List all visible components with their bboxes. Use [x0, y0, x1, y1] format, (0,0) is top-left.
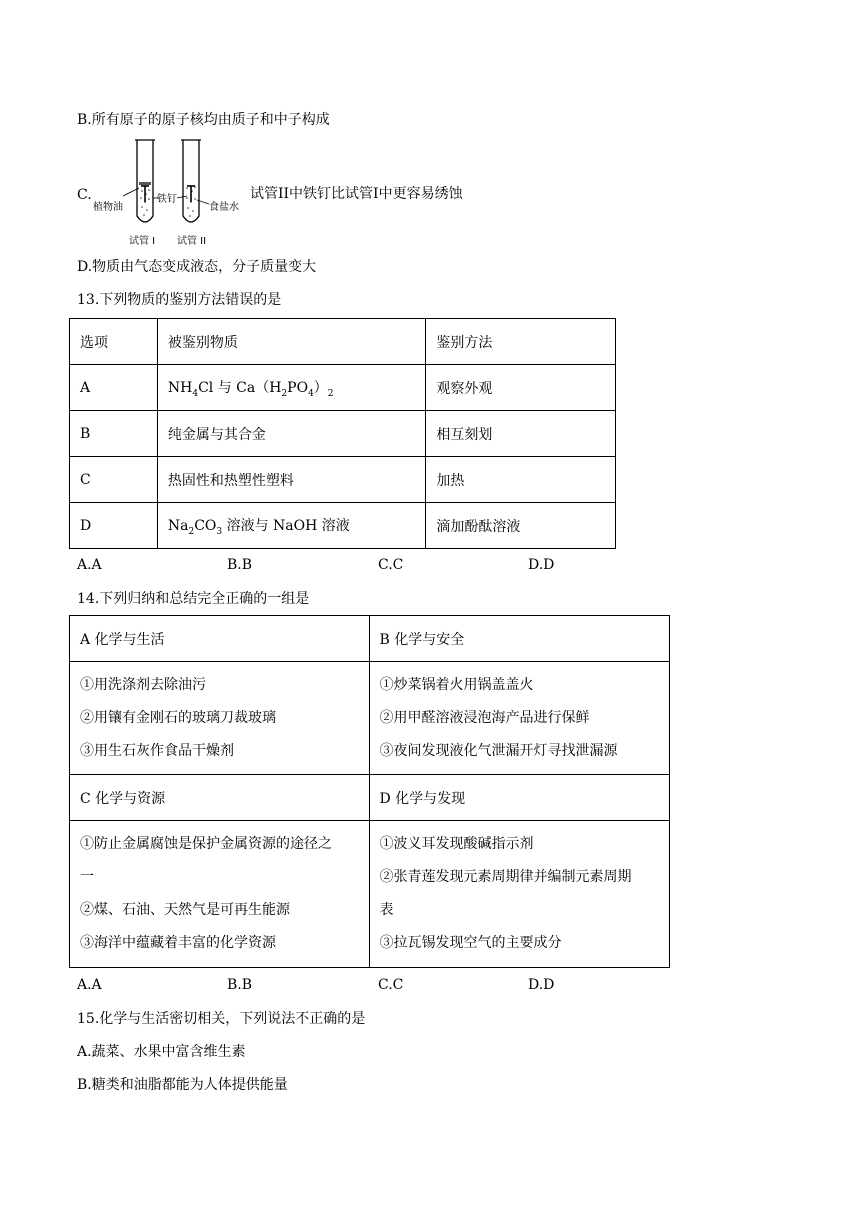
label-vegetable-oil: 植物油	[93, 202, 123, 213]
q12-option-b: B.所有原子的原子核均由质子和中子构成	[77, 112, 330, 128]
table-row	[70, 457, 616, 503]
q15-option-b: B.糖类和油脂都能为人体提供能量	[77, 1077, 288, 1093]
table-row	[70, 365, 616, 411]
cell-line: ②用甲醛溶液浸泡海产品进行保鲜	[379, 709, 590, 726]
q14-choice-b[interactable]: B.B	[227, 977, 253, 993]
cell-line: ②用镶有金刚石的玻璃刀裁玻璃	[80, 709, 276, 726]
row-option: B	[70, 411, 158, 457]
q13-stem: 13.下列物质的鉴别方法错误的是	[77, 292, 282, 308]
cell-line: ①波义耳发现酸碱指示剂	[379, 836, 534, 852]
cell-title-c: C 化学与资源	[70, 775, 370, 821]
q14-stem: 14.下列归纳和总结完全正确的一组是	[77, 591, 310, 607]
table-row	[70, 503, 616, 549]
cell-line: ②煤、石油、天然气是可再生能源	[80, 902, 290, 918]
cell-title-a: A 化学与生活	[70, 616, 370, 662]
q14-table	[69, 615, 670, 968]
row-method: 相互刻划	[426, 411, 616, 457]
q12-option-c-prefix: C.	[77, 187, 92, 203]
table-header-row	[70, 319, 616, 365]
row-method: 滴加酚酞溶液	[426, 503, 616, 549]
cell-line: ③拉瓦锡发现空气的主要成分	[379, 935, 562, 951]
row-substance: $NH_4Cl$ 与 $Ca(H_2PO_4)_2$	[157, 365, 426, 411]
cell-title-d: D 化学与发现	[369, 775, 670, 821]
label-salt-water: 食盐水	[209, 202, 239, 213]
q14-choice-c[interactable]: C.C	[378, 977, 404, 993]
q13-table	[69, 318, 616, 549]
label-tube-2: 试管 II	[177, 236, 207, 247]
table-row	[70, 662, 670, 775]
label-iron-nail: 铁钉	[157, 194, 177, 205]
table-row	[70, 775, 670, 821]
q12-option-c-text: 试管II中铁钉比试管I中更容易绣蚀	[250, 186, 463, 202]
cell-title-b: B 化学与安全	[369, 616, 670, 662]
cell-line: 表	[379, 902, 394, 918]
cell-line: ①炒菜锅着火用锅盖盖火	[379, 676, 534, 693]
cell-body-c	[70, 821, 370, 968]
q13-choice-a[interactable]: A.A	[77, 557, 102, 573]
row-method: 加热	[426, 457, 616, 503]
row-substance: $Na_2CO_3$ 溶液与 NaOH 溶液	[157, 503, 426, 549]
row-substance: 纯金属与其合金	[157, 411, 426, 457]
cell-line: ①防止金属腐蚀是保护金属资源的途径之	[80, 836, 332, 852]
label-tube-1: 试管 I	[129, 236, 156, 247]
q13-choice-c[interactable]: C.C	[378, 557, 404, 573]
test-tube-figure	[93, 136, 253, 252]
row-substance: 热固性和热塑性塑料	[157, 457, 426, 503]
row-option: D	[70, 503, 158, 549]
table-row	[70, 821, 670, 968]
q13-choice-b[interactable]: B.B	[227, 557, 253, 573]
q12-option-d: D.物质由气态变成液态，分子质量变大	[77, 259, 317, 275]
q14-choice-a[interactable]: A.A	[77, 977, 102, 993]
table-row	[70, 616, 670, 662]
row-option: A	[70, 365, 158, 411]
cell-body-d	[369, 821, 670, 968]
table-row	[70, 411, 616, 457]
cell-line: ③用生石灰作食品干燥剂	[80, 742, 234, 759]
cell-body-a	[70, 662, 370, 775]
cell-line: ③夜间发现液化气泄漏开灯寻找泄漏源	[379, 742, 618, 759]
cell-line: ②张青莲发现元素周期律并编制元素周期	[379, 869, 632, 885]
header-substance: 被鉴别物质	[157, 319, 426, 365]
header-option: 选项	[70, 319, 158, 365]
cell-body-b	[369, 662, 670, 775]
row-option: C	[70, 457, 158, 503]
q15-stem: 15.化学与生活密切相关，下列说法不正确的是	[77, 1011, 366, 1027]
cell-line: ③海洋中蕴藏着丰富的化学资源	[80, 935, 276, 951]
header-method: 鉴别方法	[426, 319, 616, 365]
cell-line: 一	[80, 869, 94, 885]
q15-option-a: A.蔬菜、水果中富含维生素	[77, 1044, 246, 1060]
row-method: 观察外观	[426, 365, 616, 411]
q14-choice-d[interactable]: D.D	[528, 977, 555, 993]
cell-line: ①用洗涤剂去除油污	[80, 676, 206, 693]
q13-choice-d[interactable]: D.D	[528, 557, 555, 573]
